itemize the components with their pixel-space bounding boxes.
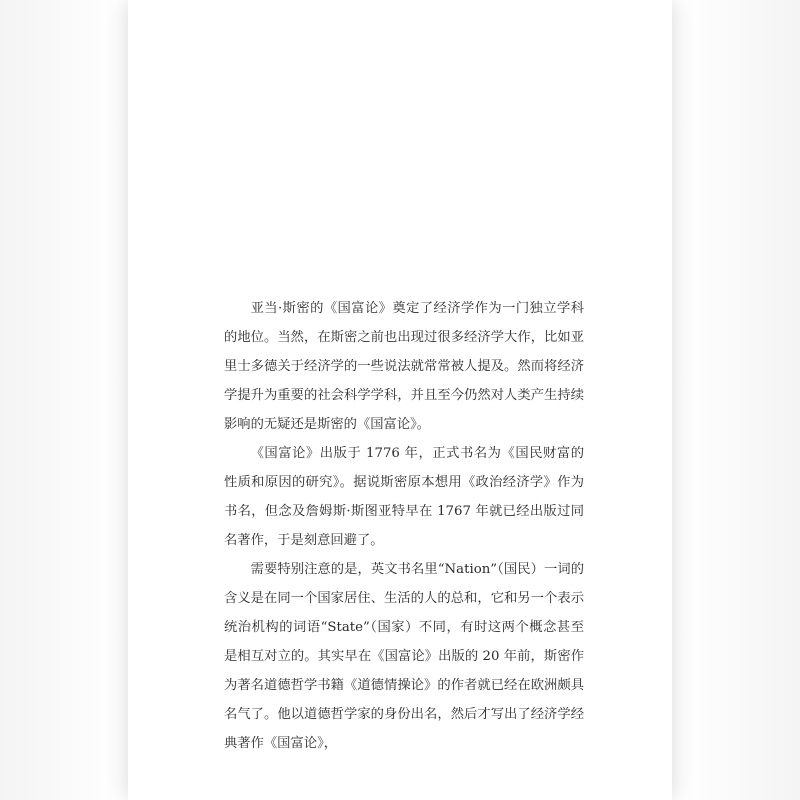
book-page: [128, 0, 672, 800]
paragraph-2: 《国富论》出版于 1776 年，正式书名为《国民财富的性质和原因的研究》。据说斯密原本想用《政治经济学》作为书名，但念及詹姆斯·斯图亚特早在 1767 年就已经出版过同名著作，于是刻意回避了。: [224, 446, 584, 548]
paragraph-1: 亚当·斯密的《国富论》奠定了经济学作为一门独立学科的地位。当然，在斯密之前也出现过很多经济学大作，比如亚里士多德关于经济学的一些说法就常常被人提及。然而将经济学提升为重要的社会科学学科，并且至今仍然对人类产生持续影响的无疑还是斯密的《国富论》。: [224, 301, 584, 432]
body-text: [224, 294, 584, 758]
paragraph-3: 需要特别注意的是，英文书名里“Nation”（国民）一词的含义是在同一个国家居住、生活的人的总和，它和另一个表示统治机构的词语“State”（国家）不同，有时这两个概念甚至是相互对立的。其实早在《国富论》出版的 20 年前，斯密作为著名道德哲学书籍《道德情操论》的作者就已经在欧洲颇具名气了。他以道德哲学家的身份出名，然后才写出了经济学经典著作《国富论》，: [224, 562, 584, 751]
